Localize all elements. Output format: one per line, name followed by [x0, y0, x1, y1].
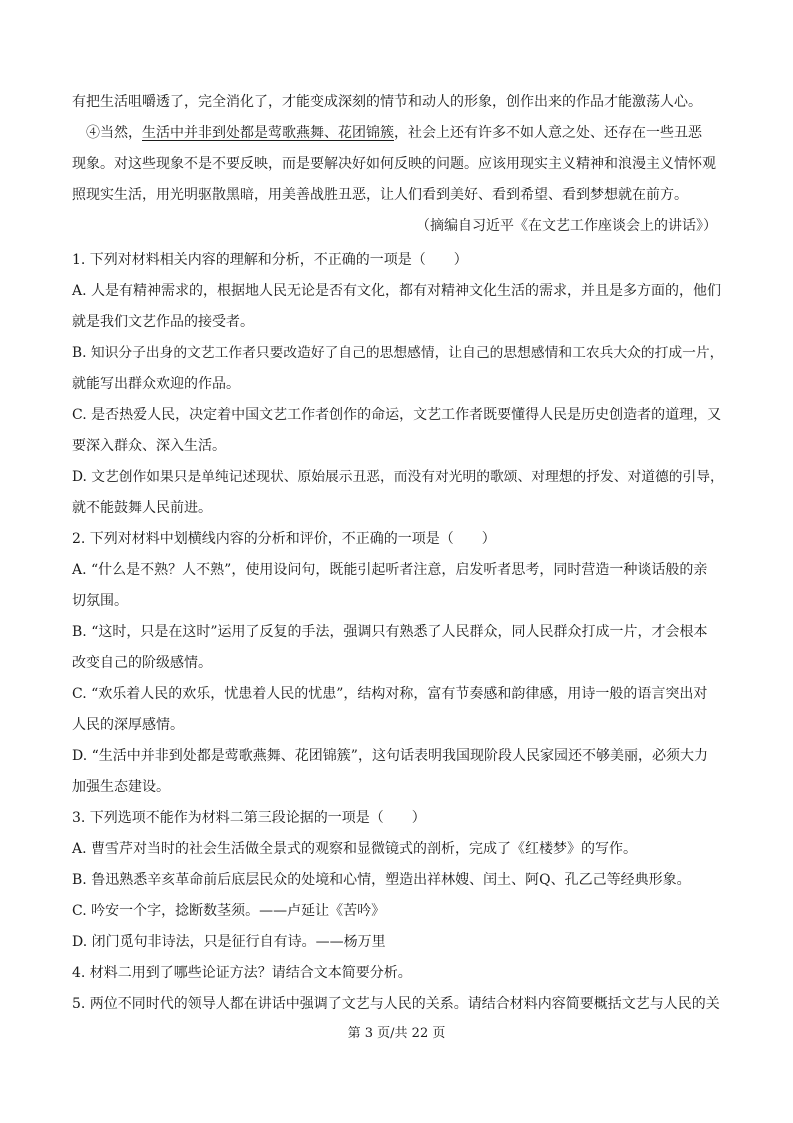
- paragraph-number: ④当然，: [86, 125, 142, 141]
- passage-line: 有把生活咀嚼透了，完全消化了，才能变成深刻的情节和动人的形象，创作出来的作品才能激荡人心。: [72, 94, 702, 110]
- option-2a: A. “什么是不熟？人不熟”，使用设问句，既能引起听者注意，启发听者思考，同时营造一种谈话般的亲: [72, 562, 708, 578]
- passage-line: 现象。对这些现象不是不要反映，而是要解决好如何反映的问题。应该用现实主义精神和浪漫主义情怀观: [72, 156, 716, 172]
- option-2b: B. “这时，只是在这时”运用了反复的手法，强调只有熟悉了人民群众，同人民群众打成一片，才会根本: [72, 624, 708, 640]
- option-1c-cont: 要深入群众、深入生活。: [72, 438, 226, 454]
- option-1a-cont: 就是我们文艺作品的接受者。: [72, 314, 254, 330]
- underlined-sentence: 生活中并非到处都是莺歌燕舞、花团锦簇: [142, 125, 394, 141]
- passage-line: 照现实生活，用光明驱散黑暗，用美善战胜丑恶，让人们看到美好、看到希望、看到梦想就在前方。: [72, 187, 688, 203]
- question-2: 2. 下列对材料中划横线内容的分析和评价，不正确的一项是（ ）: [72, 531, 496, 547]
- question-5: 5. 两位不同时代的领导人都在讲话中强调了文艺与人民的关系。请结合材料内容简要概括文艺与人民的关: [72, 996, 720, 1012]
- option-2c: C. “欢乐着人民的欢乐，忧患着人民的忧患”，结构对称，富有节奏感和韵律感，用诗一般的语言突出对: [72, 686, 708, 702]
- option-3d: D. 闭门觅句非诗法，只是征行自有诗。——杨万里: [72, 934, 386, 950]
- question-3: 3. 下列选项不能作为材料二第三段论据的一项是（ ）: [72, 810, 426, 826]
- page-number: 第 3 页/共 22 页: [347, 1026, 446, 1041]
- option-3a: A. 曹雪芹对当时的社会生活做全景式的观察和显微镜式的剖析，完成了《红楼梦》的写作。: [72, 841, 638, 857]
- question-4: 4. 材料二用到了哪些论证方法？请结合文本简要分析。: [72, 965, 412, 981]
- passage-source: （摘编自习近平《在文艺工作座谈会上的讲话》）: [416, 218, 717, 234]
- option-3b: B. 鲁迅熟悉辛亥革命前后底层民众的处境和心情，塑造出祥林嫂、闰土、阿Q、孔乙己等经典形象。: [72, 872, 691, 888]
- option-1d-cont: 就不能鼓舞人民前进。: [72, 500, 212, 516]
- option-1c: C. 是否热爱人民，决定着中国文艺工作者创作的命运，文艺工作者既要懂得人民是历史创造者的道理，又: [72, 407, 722, 423]
- question-1: 1. 下列对材料相关内容的理解和分析，不正确的一项是（ ）: [72, 252, 468, 268]
- option-1a: A. 人是有精神需求的，根据地人民无论是否有文化，都有对精神文化生活的需求，并且是多方面的，他们: [72, 283, 722, 299]
- passage-text: ，社会上还有许多不如人意之处、还存在一些丑恶: [394, 125, 702, 141]
- option-2a-cont: 切氛围。: [72, 593, 128, 609]
- option-1b: B. 知识分子出身的文艺工作者只要改造好了自己的思想感情，让自己的思想感情和工农兵大众的打成一片，: [72, 345, 724, 361]
- option-2c-cont: 人民的深厚感情。: [72, 717, 184, 733]
- passage-paragraph-4: [86, 123, 746, 143]
- option-2d: D. “生活中并非到处都是莺歌燕舞、花团锦簇”，这句话表明我国现阶段人民家园还不够美丽，必须大力: [72, 748, 708, 764]
- option-2d-cont: 加强生态建设。: [72, 779, 170, 795]
- option-1d: D. 文艺创作如果只是单纯记述现状、原始展示丑恶，而没有对光明的歌颂、对理想的抒发、对道德的引导，: [72, 469, 724, 485]
- option-2b-cont: 改变自己的阶级感情。: [72, 655, 212, 671]
- option-1b-cont: 就能写出群众欢迎的作品。: [72, 376, 240, 392]
- option-3c: C. 吟安一个字，捻断数茎须。——卢延让《苦吟》: [72, 903, 386, 919]
